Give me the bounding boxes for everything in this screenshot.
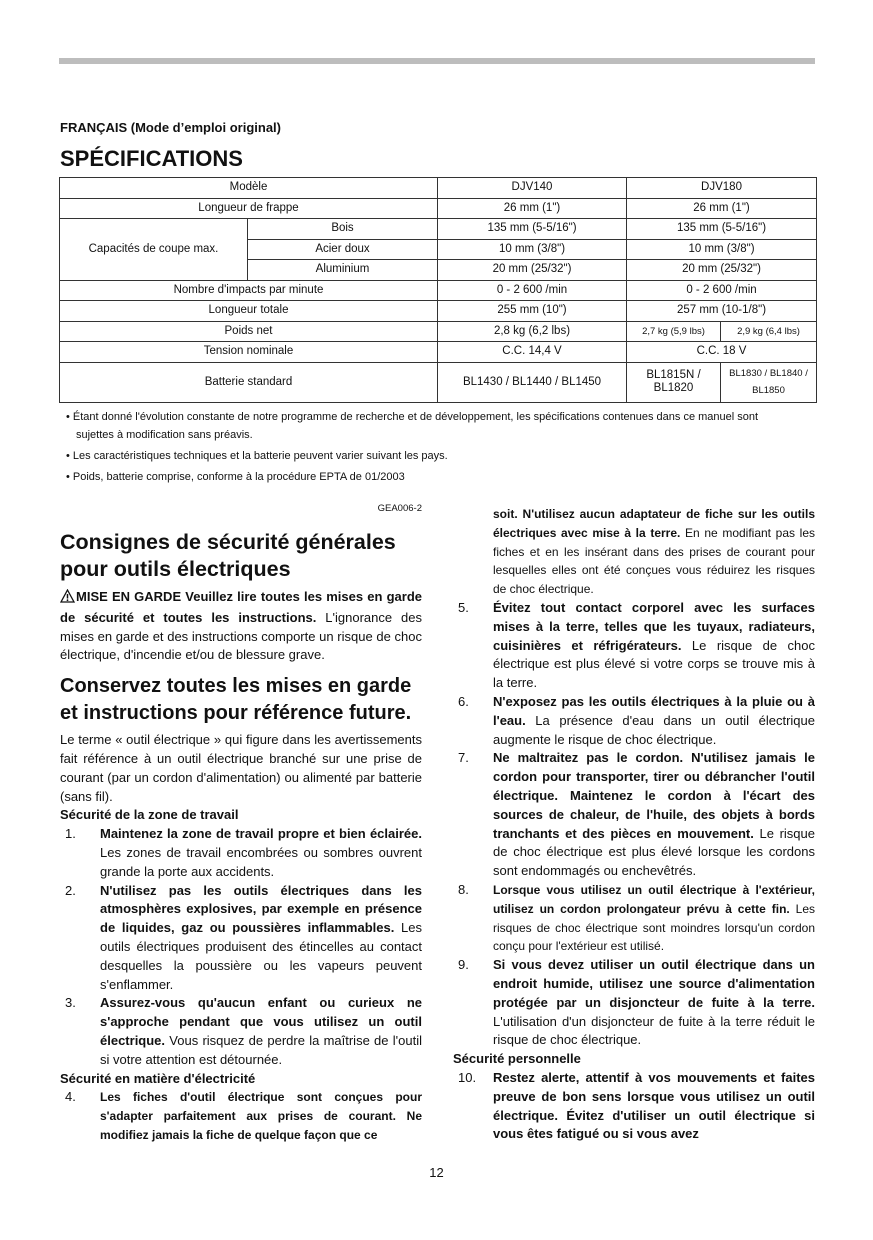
item-bold: Maintenez la zone de travail propre et bien éclairée. bbox=[100, 826, 422, 842]
item-text: Le risque de choc électrique est plus élevé lorsque les cordons sont endommagés ou enchevêtrés. bbox=[493, 825, 815, 879]
list-item bbox=[453, 956, 815, 1050]
item-number: 4. bbox=[65, 1089, 76, 1105]
item-bold: soit. N'utilisez aucun adaptateur de fiche sur les outils électriques avec mise à la terre. bbox=[493, 507, 815, 540]
spec-table bbox=[59, 177, 817, 403]
item-text: La présence d'eau dans un outil électrique augmente le risque de choc électrique. bbox=[493, 712, 815, 747]
intro-paragraph: Le terme « outil électrique » qui figure dans les avertissements fait référence à un outil électrique branché sur une prise de courant (par un cordon d'alimentation) ou alimenté par batterie (sans fil). bbox=[60, 732, 422, 804]
item-bold: Ne maltraitez pas le cordon. N'utilisez jamais le cordon pour transporter, tirer ou débrancher l'outil électrique. Maintenez le cordon à l'écart des sources de chaleur, de l'huile, des objets à bords tranchants et des pièces en mouvement. bbox=[493, 750, 815, 841]
item-number: 6. bbox=[458, 693, 469, 709]
table-cell: 26 mm (1") bbox=[438, 198, 627, 219]
table-cell: Acier doux bbox=[248, 239, 438, 260]
language-label: FRANÇAIS (Mode d’emploi original) bbox=[60, 120, 281, 135]
section-heading: Consignes de sécurité générales pour outils électriques bbox=[60, 530, 396, 581]
item-text: En ne modifiant pas les fiches et en les insérant dans des prises de courant pour lesquelles elles ont été conçues vous réduirez les risques de choc électrique. bbox=[493, 525, 816, 597]
table-cell: C.C. 14,4 V bbox=[438, 342, 627, 363]
list-item bbox=[60, 1088, 422, 1144]
table-cell: BL1830 / BL1840 / BL1850 bbox=[721, 362, 817, 402]
table-cell: Modèle bbox=[60, 178, 438, 199]
table-row bbox=[60, 342, 817, 363]
table-row bbox=[60, 219, 817, 240]
warning-bold: MISE EN GARDE Veuillez lire toutes les mises en garde de sécurité et toutes les instructions. bbox=[60, 589, 422, 625]
list-item bbox=[453, 693, 815, 749]
table-cell: 2,7 kg (5,9 lbs) bbox=[627, 321, 721, 342]
table-cell: DJV140 bbox=[438, 178, 627, 199]
item-bold: Restez alerte, attentif à vos mouvements et faites preuve de bon sens lorsque vous utilisez un outil électrique. Évitez d'utiliser un outil électrique si vous êtes fatigué ou si vous avez bbox=[493, 1069, 815, 1142]
table-cell: 2,8 kg (6,2 lbs) bbox=[438, 321, 627, 342]
section-heading-2: Conservez toutes les mises en garde et instructions pour référence future. bbox=[60, 675, 412, 725]
item-bold: N'exposez pas les outils électriques à la pluie ou à l'eau. bbox=[493, 693, 815, 728]
item-text: Le risque de choc électrique est plus élevé si votre corps se trouve mis à la terre. bbox=[493, 637, 816, 691]
table-row bbox=[60, 280, 817, 301]
top-rule bbox=[59, 58, 815, 64]
list-item bbox=[453, 749, 815, 881]
table-row bbox=[60, 178, 817, 199]
table-row bbox=[60, 301, 817, 322]
table-cell: 135 mm (5-5/16") bbox=[627, 219, 817, 240]
table-cell: DJV180 bbox=[627, 178, 817, 199]
table-row bbox=[60, 321, 817, 342]
table-cell: BL1815N / BL1820 bbox=[627, 362, 721, 402]
item-number: 2. bbox=[65, 882, 76, 898]
list-item-continuation bbox=[453, 505, 815, 599]
item-number: 7. bbox=[458, 750, 469, 766]
table-cell: 135 mm (5-5/16") bbox=[438, 219, 627, 240]
table-cell: C.C. 18 V bbox=[627, 342, 817, 363]
table-cell: 257 mm (10-1/8") bbox=[627, 301, 817, 322]
table-cell: 2,9 kg (6,4 lbs) bbox=[721, 321, 817, 342]
item-bold: Lorsque vous utilisez un outil électrique à l'extérieur, utilisez un cordon prolongateur prévu à cette fin. bbox=[493, 882, 815, 916]
table-cell: Nombre d'impacts par minute bbox=[60, 280, 438, 301]
table-cell: Poids net bbox=[60, 321, 438, 342]
table-row bbox=[60, 198, 817, 219]
table-cell: Tension nominale bbox=[60, 342, 438, 363]
table-cell: Bois bbox=[248, 219, 438, 240]
item-bold: Évitez tout contact corporel avec les surfaces mises à la terre, telles que les tuyaux, radiateurs, cuisinières et réfrigérateurs. bbox=[493, 599, 815, 653]
table-cell: Batterie standard bbox=[60, 362, 438, 402]
table-cell: Longueur de frappe bbox=[60, 198, 438, 219]
item-bold: Les fiches d'outil électrique sont conçues pour s'adapter parfaitement aux prises de courant. Ne modifiez jamais la fiche de quelque façon que ce bbox=[100, 1090, 422, 1142]
table-cell: 10 mm (3/8") bbox=[438, 239, 627, 260]
subsection-title: Sécurité en matière d'électricité bbox=[60, 1070, 256, 1086]
table-cell: 20 mm (25/32") bbox=[627, 260, 817, 281]
note: • Les caractéristiques techniques et la batterie peuvent varier suivant les pays. bbox=[66, 450, 448, 462]
warning-text: L'ignorance des mises en garde et des instructions comporte un risque de choc électrique, d'incendie et/ou de blessure grave. bbox=[60, 609, 422, 663]
item-text: L'utilisation d'un disjoncteur de fuite à la terre réduit le risque de choc électrique. bbox=[493, 1013, 815, 1048]
note: • Poids, batterie comprise, conforme à la procédure EPTA de 01/2003 bbox=[66, 471, 405, 483]
list-item bbox=[60, 882, 422, 995]
note: • Étant donné l'évolution constante de notre programme de recherche et de développement, les spécifications contenues dans ce manuel sont sujettes à modification sans préavis. bbox=[66, 411, 759, 441]
item-number: 9. bbox=[458, 957, 469, 973]
table-cell: Capacités de coupe max. bbox=[60, 219, 248, 281]
item-bold: N'utilisez pas les outils électriques dans les atmosphères explosives, par exemple en présence de liquides, gaz ou poussières inflammables. bbox=[100, 882, 422, 936]
list-item bbox=[60, 825, 422, 881]
spec-notes bbox=[66, 408, 796, 489]
page-number: 12 bbox=[429, 1165, 444, 1180]
item-text: Les risques de choc électrique sont moindres lorsqu'un cordon conçu pour l'extérieur est utilisé. bbox=[493, 901, 815, 954]
table-row bbox=[60, 362, 817, 402]
table-cell: Aluminium bbox=[248, 260, 438, 281]
item-text: Les zones de travail encombrées ou sombres ouvrent grande la porte aux accidents. bbox=[100, 844, 422, 879]
table-cell: 20 mm (25/32") bbox=[438, 260, 627, 281]
subsection-title: Sécurité personnelle bbox=[453, 1051, 581, 1067]
item-number: 10. bbox=[458, 1069, 477, 1085]
list-item bbox=[453, 1069, 815, 1144]
item-text: Vous risquez de perdre la maîtrise de l'outil si votre attention est détournée. bbox=[100, 1032, 422, 1067]
subsection-title: Sécurité de la zone de travail bbox=[60, 807, 239, 823]
item-bold: Assurez-vous qu'aucun enfant ou curieux ne s'approche pendant que vous utilisez un outil électrique. bbox=[100, 995, 422, 1048]
item-bold: Si vous devez utiliser un outil électrique dans un endroit humide, utilisez une source d'alimentation protégée par un disjoncteur de fuite à la terre. bbox=[493, 957, 815, 1010]
table-cell: 0 - 2 600 /min bbox=[438, 280, 627, 301]
table-cell: Longueur totale bbox=[60, 301, 438, 322]
left-column bbox=[60, 503, 422, 1145]
item-number: 5. bbox=[458, 599, 469, 615]
right-column bbox=[453, 505, 815, 1144]
list-item bbox=[453, 599, 815, 693]
item-number: 3. bbox=[65, 995, 76, 1011]
item-text: Les outils électriques produisent des étincelles au contact desquelles la poussière ou les vapeurs peuvent s'enflammer. bbox=[100, 920, 422, 992]
item-number: 1. bbox=[65, 826, 76, 842]
warning-paragraph bbox=[60, 588, 422, 665]
table-cell: 255 mm (10") bbox=[438, 301, 627, 322]
warning-triangle-icon bbox=[60, 589, 76, 609]
table-cell: 0 - 2 600 /min bbox=[627, 280, 817, 301]
item-number: 8. bbox=[458, 881, 469, 897]
doc-code: GEA006-2 bbox=[377, 503, 422, 514]
list-item bbox=[60, 994, 422, 1069]
list-item bbox=[453, 881, 815, 956]
page-title: SPÉCIFICATIONS bbox=[60, 146, 243, 171]
table-cell: 26 mm (1") bbox=[627, 198, 817, 219]
table-cell: 10 mm (3/8") bbox=[627, 239, 817, 260]
table-cell: BL1430 / BL1440 / BL1450 bbox=[438, 362, 627, 402]
